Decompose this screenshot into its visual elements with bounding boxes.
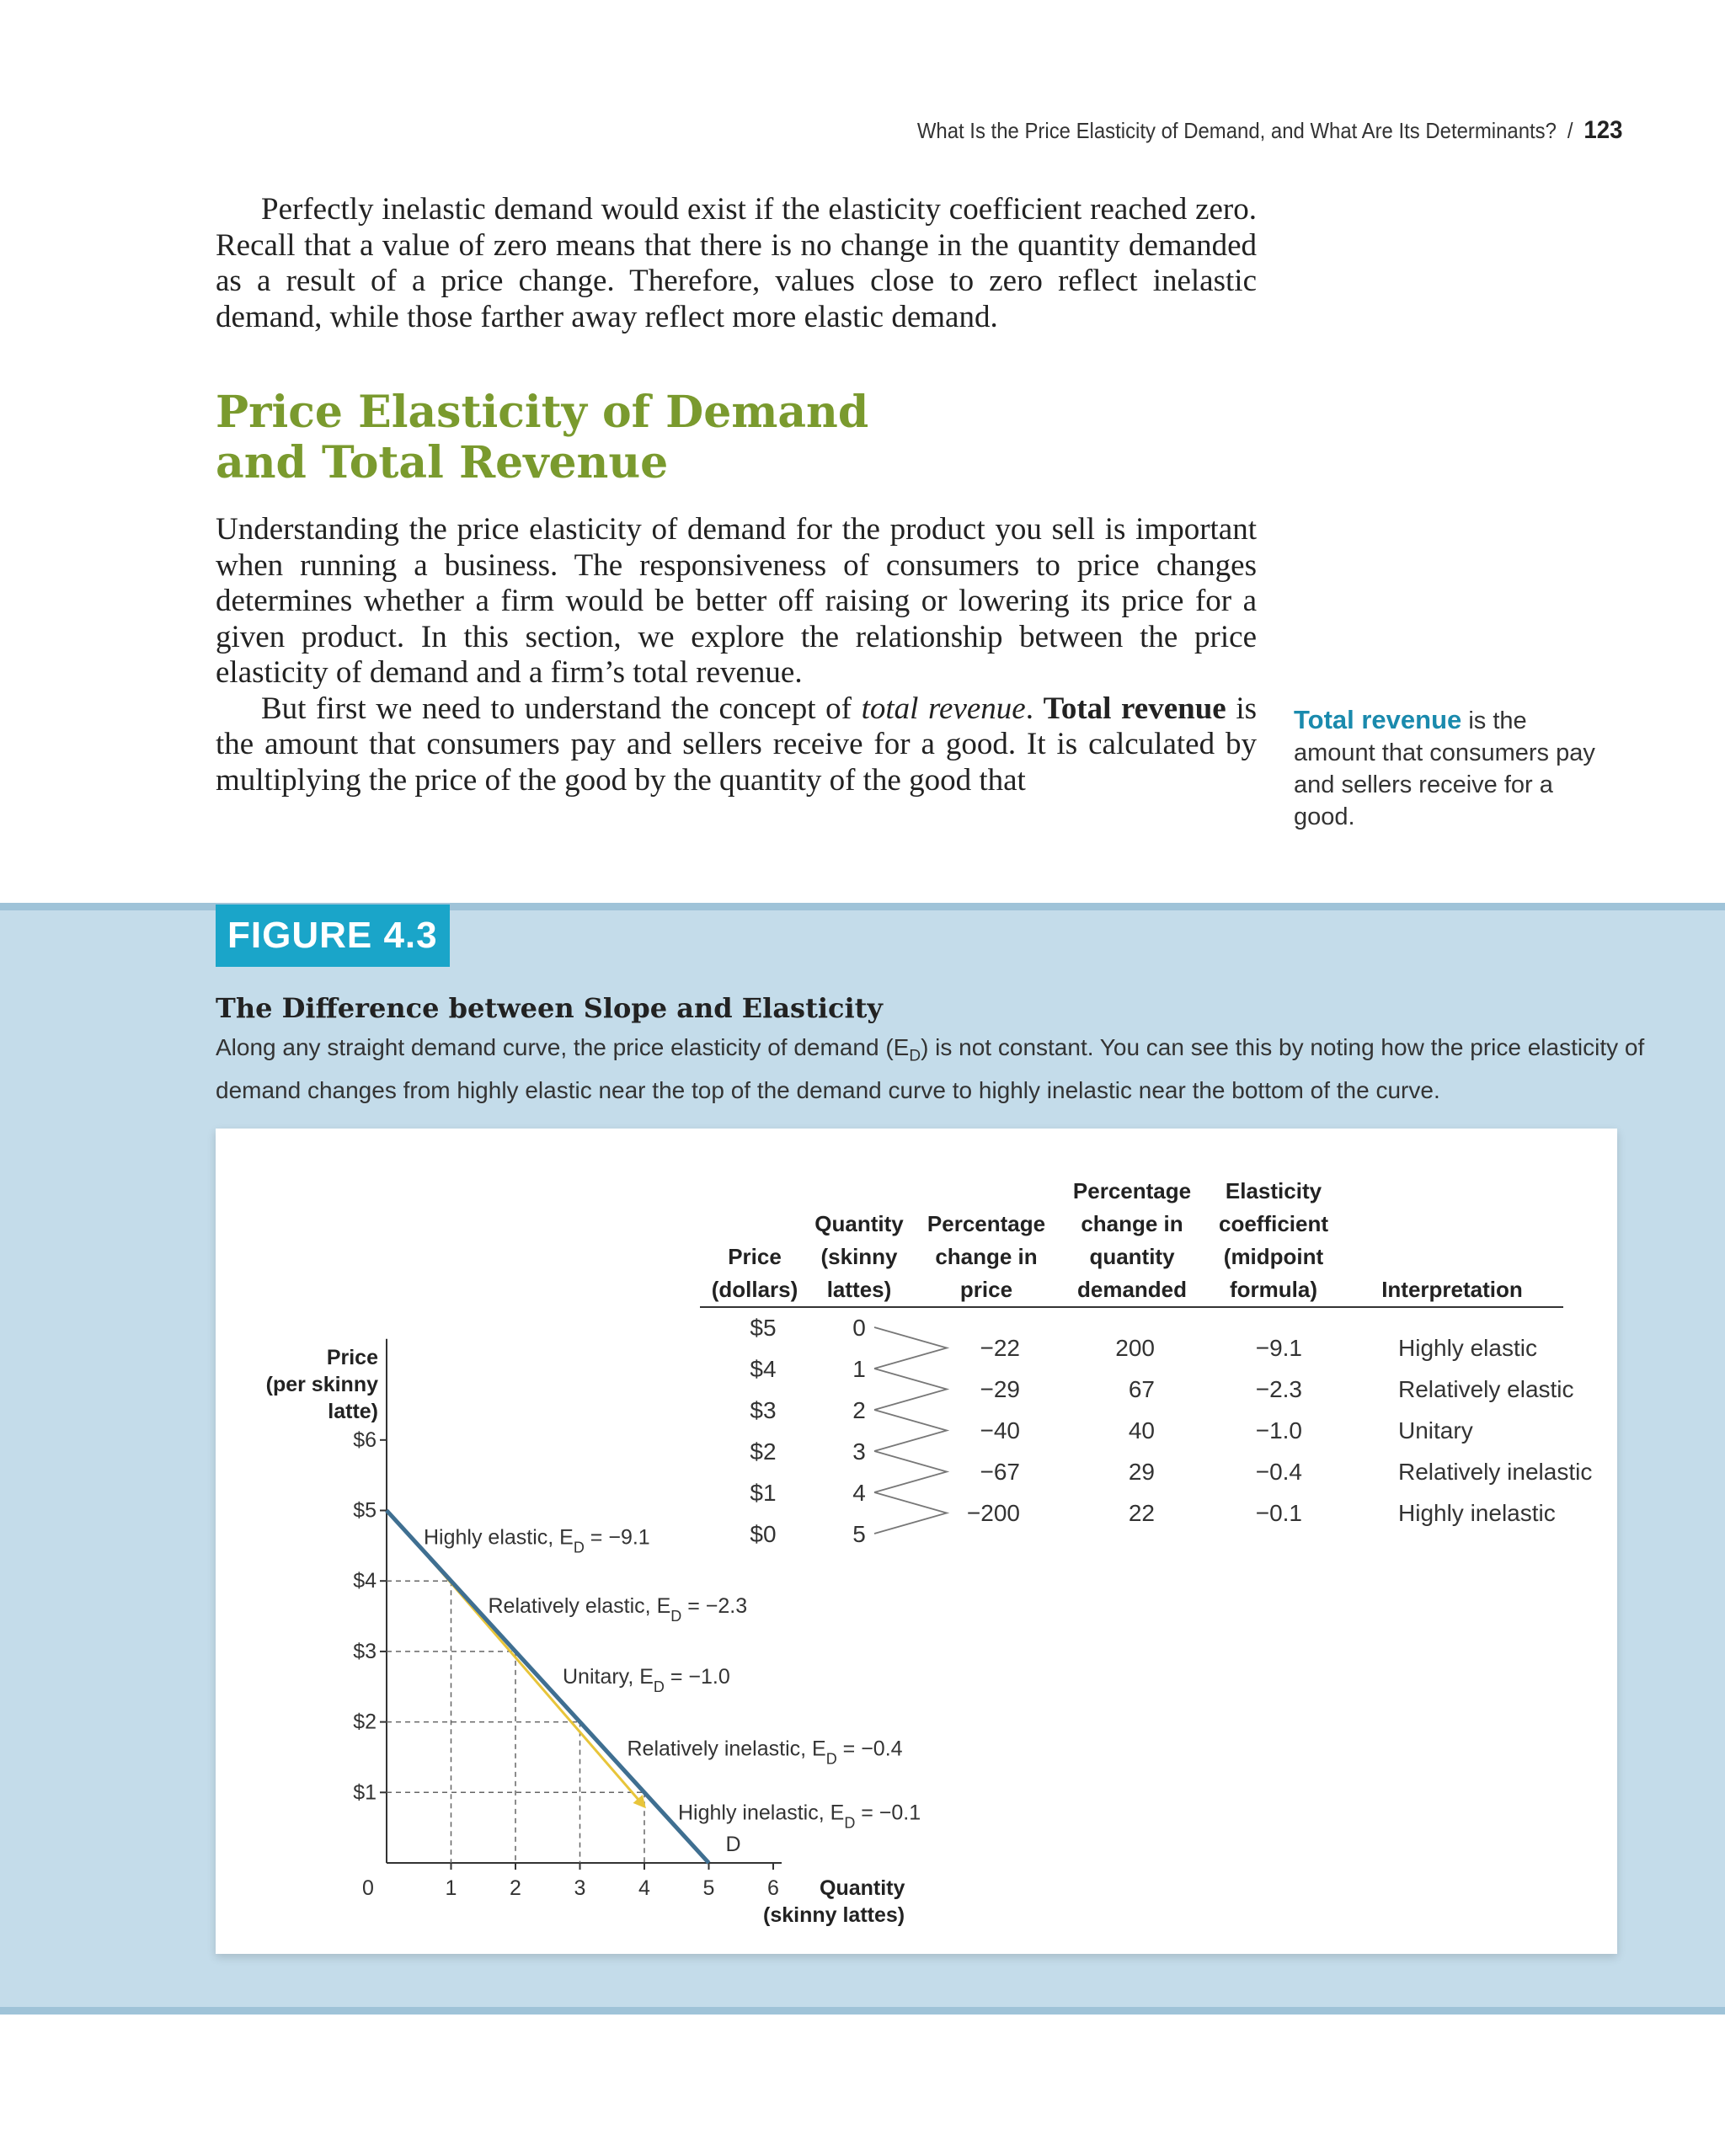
paragraph-text: Perfectly inelastic demand would exist if the elasticity coefficient reached zero. Recall that a value of zero means that there is no change in the quantity demanded as a result of a price change. Therefore, values close to zero reflect inelastic demand, while those farther away reflect more elastic demand. <box>216 192 1257 334</box>
table-header: lattes) <box>826 1277 892 1302</box>
y-tick-label: $1 <box>353 1780 377 1805</box>
table-coefficient: −9.1 <box>1255 1335 1302 1361</box>
running-head-separator: / <box>1567 117 1573 143</box>
table-coefficient: −0.1 <box>1255 1500 1302 1526</box>
table-header: (midpoint <box>1223 1244 1324 1269</box>
table-price: $1 <box>750 1480 777 1506</box>
table-pct-quantity: 40 <box>1128 1417 1155 1444</box>
x-tick-label: 1 <box>445 1876 457 1900</box>
caption-subscript: D <box>909 1047 921 1065</box>
x-tick-label: 2 <box>510 1876 521 1900</box>
table-pct-price: −22 <box>980 1335 1020 1361</box>
margin-note-term: Total revenue <box>1294 705 1462 734</box>
paragraph-understanding: Understanding the price elasticity of demand for the product you sell is important when running a business. The responsiveness of consumers to price changes determines whether a firm would be better off raising or lowering its price for a given product. In this section, we explore the relationship between the price elasticity of demand and a firm’s total revenue. <box>216 512 1257 690</box>
table-pct-quantity: 22 <box>1128 1500 1155 1526</box>
table-header: Percentage <box>1072 1178 1192 1203</box>
table-pct-price: −67 <box>980 1459 1020 1485</box>
table-header: Elasticity <box>1225 1178 1322 1203</box>
x-tick-label: 6 <box>767 1876 779 1900</box>
margin-note-definition: is the amount that consumers pay and sellers receive for a good. <box>1294 707 1595 830</box>
table-header: (dollars) <box>711 1277 798 1302</box>
para3-text-1: But first we need to understand the concept of <box>261 691 862 726</box>
table-pct-price: −40 <box>980 1417 1020 1444</box>
table-connector <box>874 1451 947 1492</box>
table-header: coefficient <box>1218 1211 1329 1236</box>
table-pct-quantity: 67 <box>1128 1376 1155 1402</box>
figure-caption <box>216 1031 1648 1107</box>
table-quantity: 1 <box>852 1356 866 1382</box>
table-connector <box>874 1369 947 1410</box>
figure-content-box <box>216 1129 1617 1954</box>
table-header: demanded <box>1076 1277 1188 1302</box>
section-title: Price Elasticity of Demand and Total Revenue <box>216 387 869 488</box>
table-header: (skinny <box>820 1244 898 1269</box>
x-tick-label: 0 <box>362 1876 374 1900</box>
table-header: quantity <box>1089 1244 1175 1269</box>
y-tick-label: $2 <box>353 1710 377 1734</box>
table-header: formula) <box>1230 1277 1317 1302</box>
table-header: change in <box>1081 1211 1183 1236</box>
curve-annotation: Highly elastic, $E_D = -9.1$ <box>424 1525 650 1556</box>
table-coefficient: −2.3 <box>1255 1376 1302 1402</box>
caption-text-1: Along any straight demand curve, the price elasticity of demand (E <box>216 1034 910 1060</box>
table-quantity: 5 <box>852 1521 866 1547</box>
table-pct-quantity: 29 <box>1128 1459 1155 1485</box>
table-interpretation: Highly inelastic <box>1398 1500 1556 1526</box>
table-header: price <box>959 1277 1013 1302</box>
paragraph-perfectly-inelastic <box>216 192 1257 335</box>
y-tick-label: $3 <box>353 1639 377 1663</box>
figure-svg <box>216 1129 1617 1954</box>
table-connector <box>874 1492 947 1534</box>
figure-label: FIGURE 4.3 <box>216 905 450 967</box>
table-coefficient: −0.4 <box>1255 1459 1302 1485</box>
table-quantity: 3 <box>852 1438 866 1465</box>
x-axis-label-line1: Quantity <box>820 1876 905 1900</box>
y-tick-label: $4 <box>353 1569 377 1593</box>
curve-annotation: Relatively inelastic, $E_D = -0.4$ <box>627 1737 903 1768</box>
curve-annotation: Unitary, $E_D = -1.0$ <box>563 1664 730 1695</box>
curve-annotation: Relatively elastic, $E_D = -2.3$ <box>488 1594 748 1625</box>
table-interpretation: Unitary <box>1398 1417 1473 1444</box>
para3-bold-term: Total revenue <box>1043 691 1226 726</box>
table-interpretation: Relatively inelastic <box>1398 1459 1593 1485</box>
table-header: Quantity <box>814 1211 904 1236</box>
para3-text-3: is the amount that consumers pay and sellers receive for a good. It is calculated by multiplying the price of the good by the quantity of the good that <box>216 691 1258 798</box>
table-quantity: 0 <box>852 1315 866 1341</box>
y-tick-label: $5 <box>353 1498 377 1523</box>
paragraph-total-revenue <box>216 691 1257 799</box>
table-coefficient: −1.0 <box>1255 1417 1302 1444</box>
table-interpretation: Relatively elastic <box>1398 1376 1574 1402</box>
para3-text-2: . <box>1025 691 1044 726</box>
caption-text-2: ) is not constant. You can see this by noting how the price elasticity of demand changes from highly elastic near the top of the demand curve to highly inelastic near the bottom of the curve. <box>216 1034 1645 1103</box>
x-tick-label: 3 <box>574 1876 586 1900</box>
table-header: Percentage <box>927 1211 1046 1236</box>
table-price: $0 <box>750 1521 777 1547</box>
page-number: 123 <box>1583 116 1622 144</box>
table-price: $3 <box>750 1397 777 1423</box>
table-quantity: 4 <box>852 1480 866 1506</box>
figure-title: The Difference between Slope and Elasticity <box>216 992 884 1024</box>
table-interpretation: Highly elastic <box>1398 1335 1537 1361</box>
table-pct-price: −29 <box>980 1376 1020 1402</box>
table-header: Interpretation <box>1381 1277 1523 1302</box>
demand-curve-label: D <box>725 1833 741 1856</box>
margin-note <box>1294 704 1614 833</box>
y-tick-label: $6 <box>353 1428 377 1452</box>
table-pct-quantity: 200 <box>1115 1335 1155 1361</box>
y-axis-label-line3: latte) <box>328 1400 378 1423</box>
x-tick-label: 4 <box>638 1876 650 1900</box>
x-tick-label: 5 <box>702 1876 715 1900</box>
running-head-title: What Is the Price Elasticity of Demand, and What Are Its Determinants? <box>916 117 1557 143</box>
table-price: $4 <box>750 1356 777 1382</box>
y-axis-label-line1: Price <box>326 1346 378 1369</box>
table-price: $2 <box>750 1438 777 1465</box>
table-quantity: 2 <box>852 1397 866 1423</box>
paragraph-block <box>216 512 1257 798</box>
table-header: Price <box>728 1244 782 1269</box>
running-head <box>916 116 1622 145</box>
curve-annotation: Highly inelastic, $E_D = -0.1$ <box>678 1801 921 1832</box>
table-price: $5 <box>750 1315 777 1341</box>
table-pct-price: −200 <box>966 1500 1020 1526</box>
table-header: change in <box>935 1244 1038 1269</box>
x-axis-label-line2: (skinny lattes) <box>763 1903 905 1927</box>
y-axis-label-line2: (per skinny <box>265 1373 378 1396</box>
table-connector <box>874 1410 947 1451</box>
table-connector <box>874 1327 947 1369</box>
para3-italic: total revenue <box>861 691 1026 726</box>
